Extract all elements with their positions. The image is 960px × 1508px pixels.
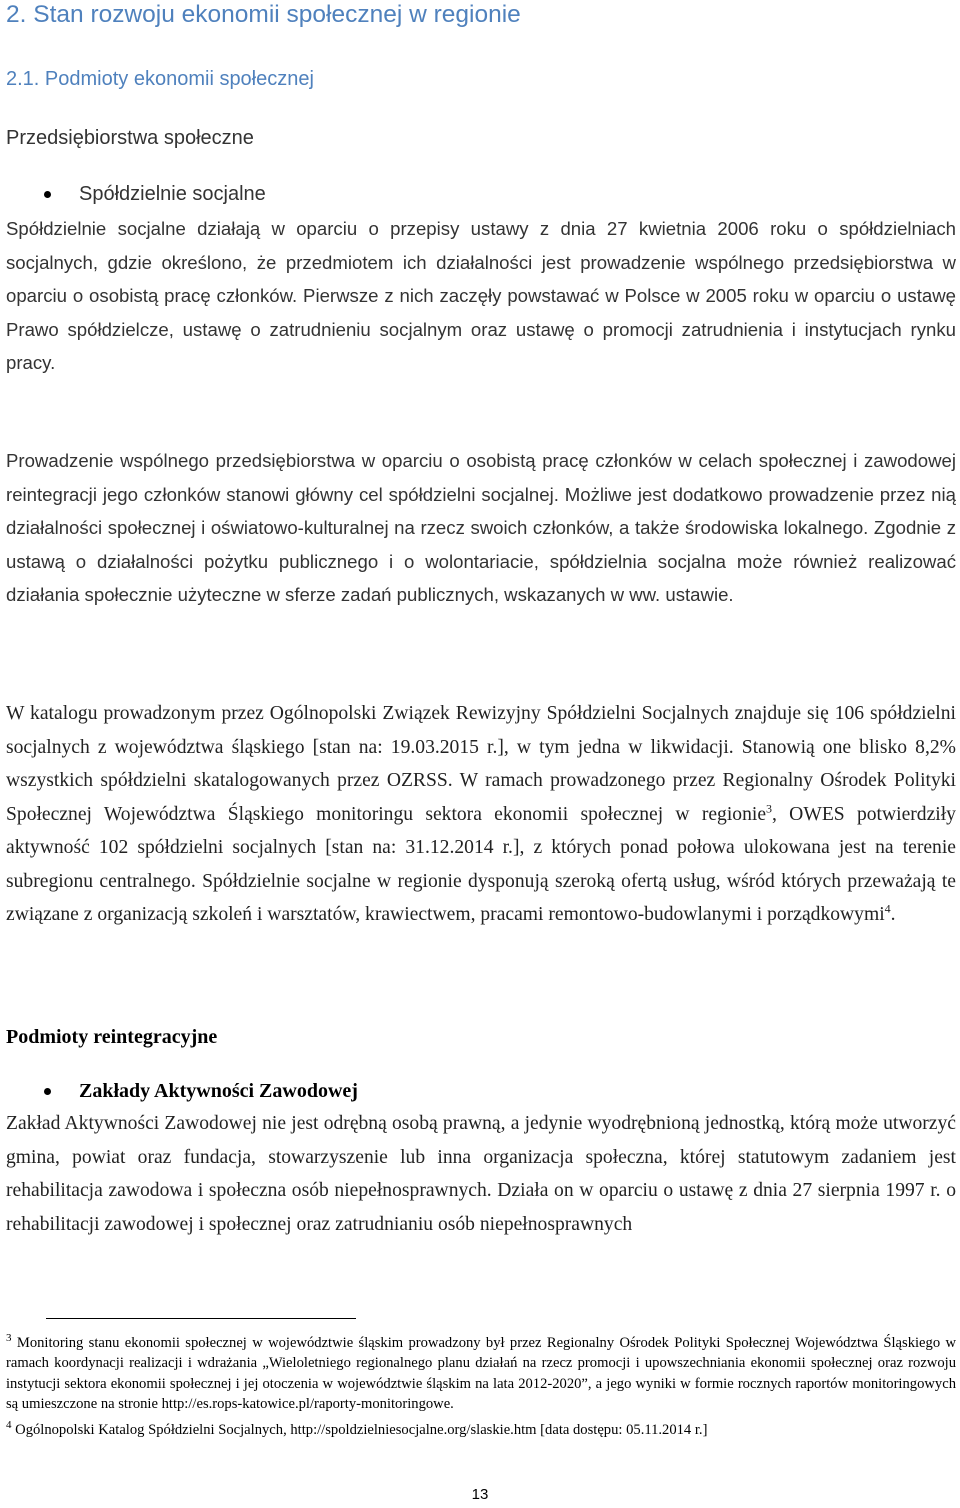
- paragraph-1: Spółdzielnie socjalne działają w oparciu o przepisy ustawy z dnia 27 kwietnia 2006 roku o spółdzielniach socjalnych, gdzie określono, że przedmiotem ich działalności jest prowadzenie wspólnego przedsiębiorstwa w oparciu o osobistą pracę członków. Pierwsze z nich zaczęły powstawać w Polsce w 2005 roku w oparciu o ustawę Prawo spółdzielcze, ustawę o zatrudnieniu socjalnym oraz ustawę o promocji zatrudnienia i instytucjach rynku pracy.: [6, 218, 956, 373]
- footnote-number: 4: [6, 1418, 12, 1431]
- bullet-icon: [44, 191, 51, 198]
- paragraph-3-text-cont: , OWES potwierdziły aktywność 102 spółdzielni socjalnych [stan na: 31.12.2014 r.], z których ponad połowa ulokowana jest na terenie subregionu centralnego. Spółdzielnie socjalne w regionie dysponują szeroką ofertą usług, wśród których przeważają te związane z organizacją szkoleń i warsztatów, krawiectwem, pracami remontowo-budowlanymi i porządkowymi: [6, 803, 956, 925]
- paragraph-3-end: .: [890, 904, 896, 925]
- footnote-text: Ogólnopolski Katalog Spółdzielni Socjalnych, http://spoldzielniesocjalne.org/slaskie.htm [data dostępu: 05.11.2014 r.]: [11, 1421, 708, 1438]
- paragraph-2: Prowadzenie wspólnego przedsiębiorstwa w oparciu o osobistą pracę członków w celach społecznej i zawodowej reintegracji jego członków stanowi główny cel spółdzielni socjalnej. Możliwe jest dodatkowo prowadzenie przez nią działalności społecznej i oświatowo-kulturalnej na rzecz swoich członków, a także środowiska lokalnego. Zgodnie z ustawą o działalności pożytku publicznego i o wolontariacie, spółdzielnia socjalna może również realizować działania społecznie użyteczne w sferze zadań publicznych, wskazanych w ww. ustawie.: [6, 450, 956, 605]
- subsection-heading-reintegracyjne: Podmioty reintegracyjne: [6, 1026, 218, 1048]
- footnote-ref-3[interactable]: 3: [766, 800, 773, 815]
- chapter-heading: 2. Stan rozwoju ekonomii społecznej w regionie: [6, 1, 521, 28]
- footnote-text: Monitoring stanu ekonomii społecznej w województwie śląskim prowadzony był przez Regionalny Ośrodek Polityki Społecznej Województwa Śląskiego w ramach koordynacji realizacji i wdrażania „Wieloletniego regionalnego planu działań na rzecz promocji i upowszechniania ekonomii społecznej oraz rozwoju instytucji sektora ekonomii społecznej i jej otoczenia w województwie śląskim na lata 2012-2020”, a jego wyniki w formie rocznych raportów monitoringowych są umieszczone na stronie http://es.rops-katowice.pl/raporty-monitoringowe.: [6, 1334, 956, 1413]
- paragraph-3: [6, 697, 956, 932]
- paragraph-4: Zakład Aktywności Zawodowej nie jest odrębną osobą prawną, a jedynie wyodrębnioną jednostką, którą może utworzyć gmina, powiat oraz fundacja, stowarzyszenie lub inna organizacja społeczna, której statutowym zadaniem jest rehabilitacja zawodowa i społeczna osób niepełnosprawnych. Działa on w oparciu o ustawę z dnia 27 sierpnia 1997 r. o rehabilitacji zawodowej i społecznej oraz zatrudnianiu osób niepełnosprawnych: [6, 1113, 956, 1235]
- page-number: 13: [471, 1486, 489, 1503]
- footnotes: [6, 1328, 956, 1440]
- footnote-ref-4[interactable]: 4: [884, 901, 891, 916]
- footnote-3: [6, 1328, 956, 1415]
- footnote-number: 3: [6, 1332, 12, 1344]
- footnote-4: [6, 1415, 956, 1440]
- paragraph-3-text: W katalogu prowadzonym przez Ogólnopolski Związek Rewizyjny Spółdzielni Socjalnych znajduje się 106 spółdzielni socjalnych z województwa śląskiego [stan na: 19.03.2015 r.], w tym jedna w likwidacji. Stanowią one blisko 8,2% wszystkich spółdzielni skatalogowanych przez OZRSS. W ramach prowadzonego przez Regionalny Ośrodek Polityki Społecznej Województwa Śląskiego monitoringu sektora ekonomii społecznej w regionie: [6, 703, 956, 825]
- bullet-label: Zakłady Aktywności Zawodowej: [79, 1080, 358, 1102]
- section-heading: 2.1. Podmioty ekonomii społecznej: [6, 68, 314, 90]
- bullet-icon: [44, 1088, 51, 1095]
- footnote-separator: [46, 1318, 356, 1319]
- bullet-label: Spółdzielnie socjalne: [79, 183, 266, 205]
- subsection-heading: Przedsiębiorstwa społeczne: [6, 127, 254, 149]
